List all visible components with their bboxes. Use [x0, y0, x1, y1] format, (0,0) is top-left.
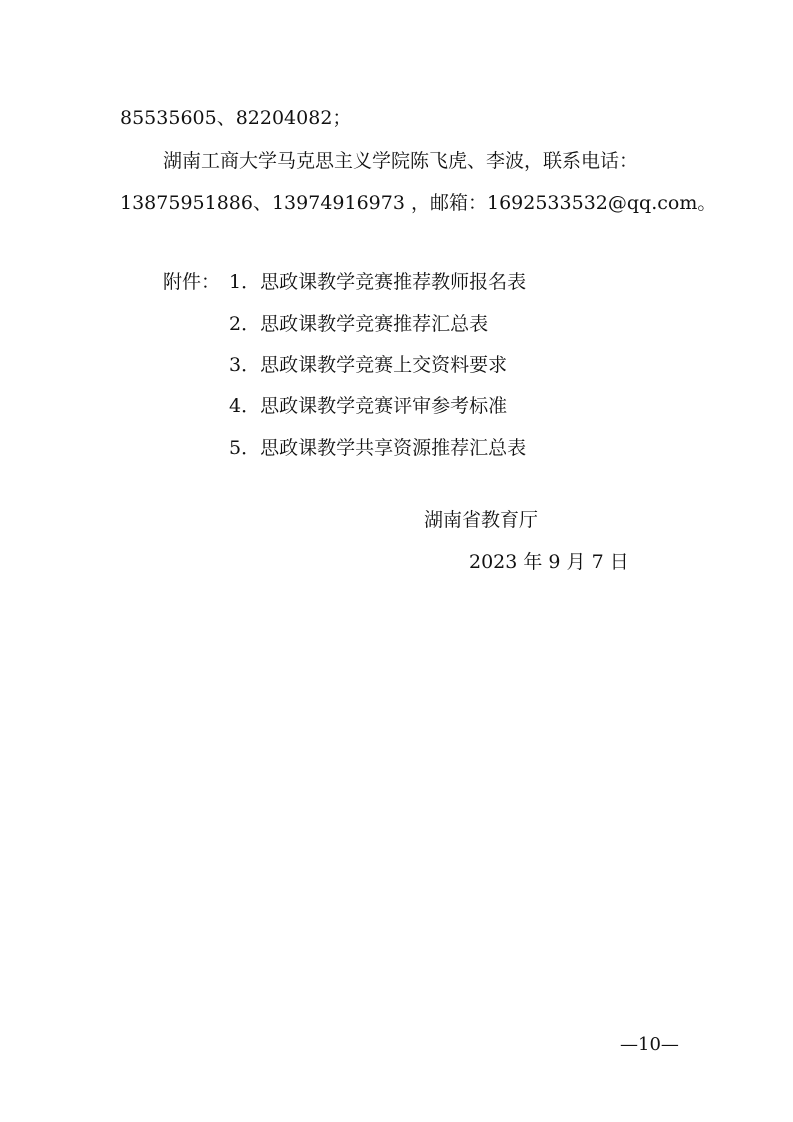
- attachment-item-5: 5．思政课教学共享资源推荐汇总表: [229, 437, 527, 459]
- page-number: —10—: [620, 1034, 679, 1055]
- contact-hunan-university-commerce: 湖南工商大学马克思主义学院陈飞虎、李波，联系电话：: [163, 150, 639, 172]
- contact-phone-continuation: 85535605、82204082；: [120, 107, 352, 129]
- attachment-item-3: 3．思政课教学竞赛上交资料要求: [229, 354, 508, 376]
- signature-date: 2023 年 9 月 7 日: [469, 551, 629, 573]
- contact-phone-email: 13875951886、13974916973 ，邮箱：1692533532@qq.com。: [120, 192, 717, 214]
- attachments-label: 附件：: [163, 271, 221, 293]
- attachment-item-4: 4．思政课教学竞赛评审参考标准: [229, 395, 508, 417]
- signature-organization: 湖南省教育厅: [424, 509, 539, 531]
- attachment-item-2: 2．思政课教学竞赛推荐汇总表: [229, 313, 489, 335]
- attachment-item-1: 1．思政课教学竞赛推荐教师报名表: [229, 271, 527, 293]
